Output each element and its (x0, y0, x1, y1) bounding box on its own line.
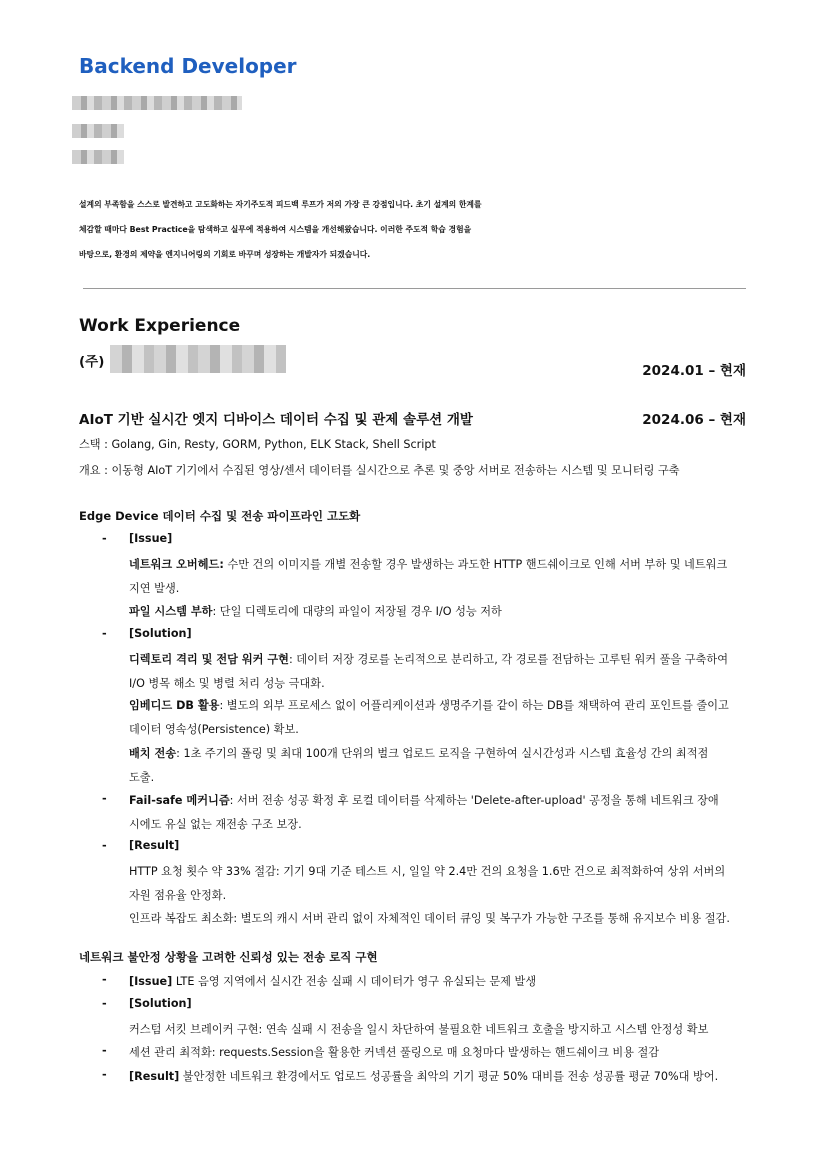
issue-cont: 지연 발생. (129, 582, 180, 595)
issue-text: LTE 음영 지역에서 실시간 전송 실패 시 데이터가 영구 유실되는 문제 발생 (172, 975, 537, 988)
summary-line: 설계의 부족함을 스스로 발견하고 고도화하는 자기주도적 피드백 루프가 저의 가장 큰 강점입니다. 초기 설계의 한계를 (79, 200, 482, 209)
project-stack: 스택 : Golang, Gin, Resty, GORM, Python, ELK Stack, Shell Script (79, 438, 436, 451)
failsafe-bold: Fail-safe 메커니즘 (129, 794, 230, 807)
solution-bold: 임베디드 DB 활용 (129, 699, 220, 712)
solution-cont: I/O 병목 해소 및 병렬 처리 성능 극대화. (129, 677, 325, 690)
issue-label: [Issue] (129, 532, 173, 545)
issue-line (129, 973, 536, 989)
solution-cont: 도출. (129, 771, 155, 784)
project-period: 2024.06 – 현재 (642, 412, 746, 428)
bullet-dash: - (102, 997, 107, 1010)
section-divider (83, 288, 746, 289)
bullet-dash: - (102, 627, 107, 640)
issue-bold: 네트워크 오버헤드: (129, 558, 224, 571)
project-overview: 개요 : 이동형 AIoT 기기에서 수집된 영상/센서 데이터를 실시간으로 추론 및 중앙 서버로 전송하는 시스템 및 모니터링 구축 (79, 464, 680, 477)
summary-line: 체감할 때마다 Best Practice을 탐색하고 실무에 적용하여 시스템을 개선해왔습니다. 이러한 주도적 학습 경험을 (79, 225, 472, 234)
result-cont: 자원 점유율 안정화. (129, 889, 227, 902)
failsafe-line (129, 792, 719, 808)
solution-line: 커스텀 서킷 브레이커 구현: 연속 실패 시 전송을 일시 차단하여 불필요한 네트워크 호출을 방지하고 시스템 안정성 확보 (129, 1023, 709, 1036)
failsafe-text: : 서버 전송 성공 확정 후 로컬 데이터를 삭제하는 'Delete-after-upload' 공정을 통해 네트워크 장애 (229, 794, 719, 807)
result-line: 인프라 복잡도 최소화: 별도의 캐시 서버 관리 없이 자체적인 데이터 큐잉 및 복구가 가능한 구조를 통해 유지보수 비용 절감. (129, 912, 730, 925)
redacted-contact-name (72, 96, 242, 110)
section-heading-work: Work Experience (79, 316, 241, 336)
result-line (129, 1068, 718, 1084)
resume-title: Backend Developer (79, 54, 297, 78)
redacted-contact-email (72, 150, 124, 164)
solution-line (129, 651, 728, 667)
issue-bold: 파일 시스템 부하 (129, 605, 213, 618)
bullet-dash: - (102, 532, 107, 545)
bullet-dash: - (102, 792, 107, 805)
result-label: [Result] (129, 1070, 180, 1083)
company-prefix: (주) (79, 354, 105, 370)
result-text: 불안정한 네트워크 환경에서도 업로드 성공률을 최악의 기기 평균 50% 대비를 전송 성공률 평균 70%대 방어. (179, 1070, 719, 1083)
issue-label: [Issue] (129, 975, 173, 988)
solution-label: [Solution] (129, 997, 192, 1010)
bullet-dash: - (102, 973, 107, 986)
issue-text: : 단일 디렉토리에 대량의 파일이 저장될 경우 I/O 성능 저하 (212, 605, 502, 618)
solution-line (129, 697, 729, 713)
summary-paragraph (79, 192, 759, 267)
solution-text: : 데이터 저장 경로를 논리적으로 분리하고, 각 경로를 전담하는 고루틴 워커 풀을 구축하여 (288, 653, 729, 666)
redacted-contact-phone (72, 124, 124, 138)
solution-line (129, 745, 708, 761)
summary-line: 바탕으로, 환경의 제약을 엔지니어링의 기회로 바꾸며 성장하는 개발자가 되겠습니다. (79, 250, 371, 259)
issue-text: 수만 건의 이미지를 개별 전송할 경우 발생하는 과도한 HTTP 핸드쉐이크로 인해 서버 부하 및 네트워크 (223, 558, 728, 571)
subsection-title: Edge Device 데이터 수집 및 전송 파이프라인 고도화 (79, 509, 361, 523)
solution-label: [Solution] (129, 627, 192, 640)
solution-bold: 배치 전송 (129, 747, 177, 760)
solution-line: 세션 관리 최적화: requests.Session을 활용한 커넥션 풀링으로 매 요청마다 발생하는 핸드쉐이크 비용 절감 (129, 1046, 660, 1059)
issue-line (129, 603, 502, 619)
result-line: HTTP 요청 횟수 약 33% 절감: 기기 9대 기준 테스트 시, 일일 약 2.4만 건의 요청을 1.6만 건으로 최적화하여 상위 서버의 (129, 865, 726, 878)
solution-text: : 별도의 외부 프로세스 없이 어플리케이션과 생명주기를 같이 하는 DB를 채택하여 관리 포인트를 줄이고 (219, 699, 729, 712)
solution-bold: 디렉토리 격리 및 전담 워커 구현 (129, 653, 289, 666)
redacted-company-name (110, 345, 286, 373)
failsafe-cont: 시에도 유실 없는 재전송 구조 보장. (129, 818, 302, 831)
project-title: AIoT 기반 실시간 엣지 디바이스 데이터 수집 및 관제 솔루션 개발 (79, 412, 473, 428)
result-label: [Result] (129, 839, 180, 852)
subsection-title: 네트워크 불안정 상황을 고려한 신뢰성 있는 전송 로직 구현 (79, 950, 378, 964)
solution-cont: 데이터 영속성(Persistence) 확보. (129, 723, 299, 736)
solution-text: : 1초 주기의 폴링 및 최대 100개 단위의 벌크 업로드 로직을 구현하여 실시간성과 시스템 효율성 간의 최적점 (176, 747, 709, 760)
company-period: 2024.01 – 현재 (642, 363, 746, 379)
bullet-dash: - (102, 1044, 107, 1057)
bullet-dash: - (102, 839, 107, 852)
issue-line (129, 556, 727, 572)
bullet-dash: - (102, 1068, 107, 1081)
